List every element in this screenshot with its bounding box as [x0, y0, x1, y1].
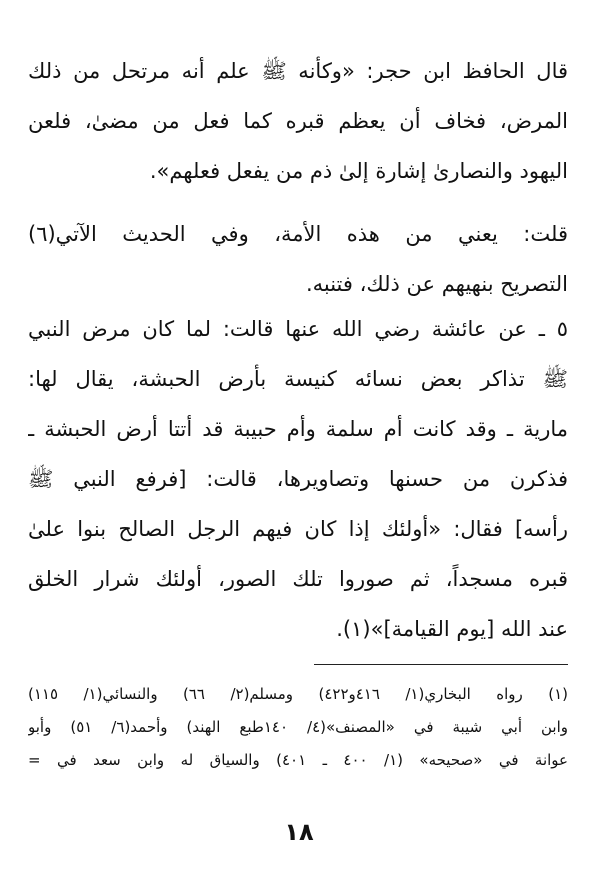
text-line: اليهود والنصارىٰ إشارة إلىٰ ذم من يفعل فعلهم».	[149, 159, 568, 183]
paragraph-hadith-5	[28, 304, 568, 654]
page-number: ١٨	[284, 818, 314, 846]
text-line: قلت: يعني من هذه الأمة، وفي الحديث الآتي(٦)	[28, 222, 568, 246]
footnote-line: (١) رواه البخاري(١/ ٤١٦و٤٢٢) ومسلم(٢/ ٦٦) والنسائي(١/ ١١٥)	[28, 685, 568, 703]
text-line: التصريح بنهيهم عن ذلك، فتنبه.	[305, 272, 568, 296]
footnote-line: عوانة في «صحيحه» (١/ ٤٠٠ ـ ٤٠١) والسياق له وابن سعد في =	[28, 751, 568, 769]
text-line: قال الحافظ ابن حجر: «وكأنه ﷺ علم أنه مرتحل من ذلك	[28, 59, 568, 83]
paragraph-ibn-hajar-quote	[28, 46, 568, 196]
text-line: قبره مسجداً، ثم صوروا تلك الصور، أولئك شرار الخلق	[28, 567, 568, 591]
footnotes-block	[28, 678, 568, 777]
text-line: فذكرن من حسنها وتصاويرها، قالت: [فرفع النبي ﷺ	[28, 467, 568, 491]
text-line: ﷺ تذاكر بعض نسائه كنيسة بأرض الحبشة، يقال لها:	[28, 367, 568, 391]
text-line: ٥ ـ عن عائشة رضي الله عنها قالت: لما كان مرض النبي	[28, 317, 568, 341]
text-line: عند الله [يوم القيامة]»(١).	[336, 617, 568, 641]
footnote-divider	[314, 664, 568, 665]
text-line: مارية ـ وقد كانت أم سلمة وأم حبيبة قد أتتا أرض الحبشة ـ	[28, 417, 568, 441]
text-line: المرض، فخاف أن يعظم قبره كما فعل من مضىٰ، فلعن	[28, 109, 568, 133]
text-line: رأسه] فقال: «أولئك إذا كان فيهم الرجل الصالح بنوا علىٰ	[28, 517, 568, 541]
paragraph-author-note	[28, 209, 568, 309]
footnote-line: وابن أبي شيبة في «المصنف»(٤/ ١٤٠طبع الهند) وأحمد(٦/ ٥١) وأبو	[28, 718, 568, 736]
